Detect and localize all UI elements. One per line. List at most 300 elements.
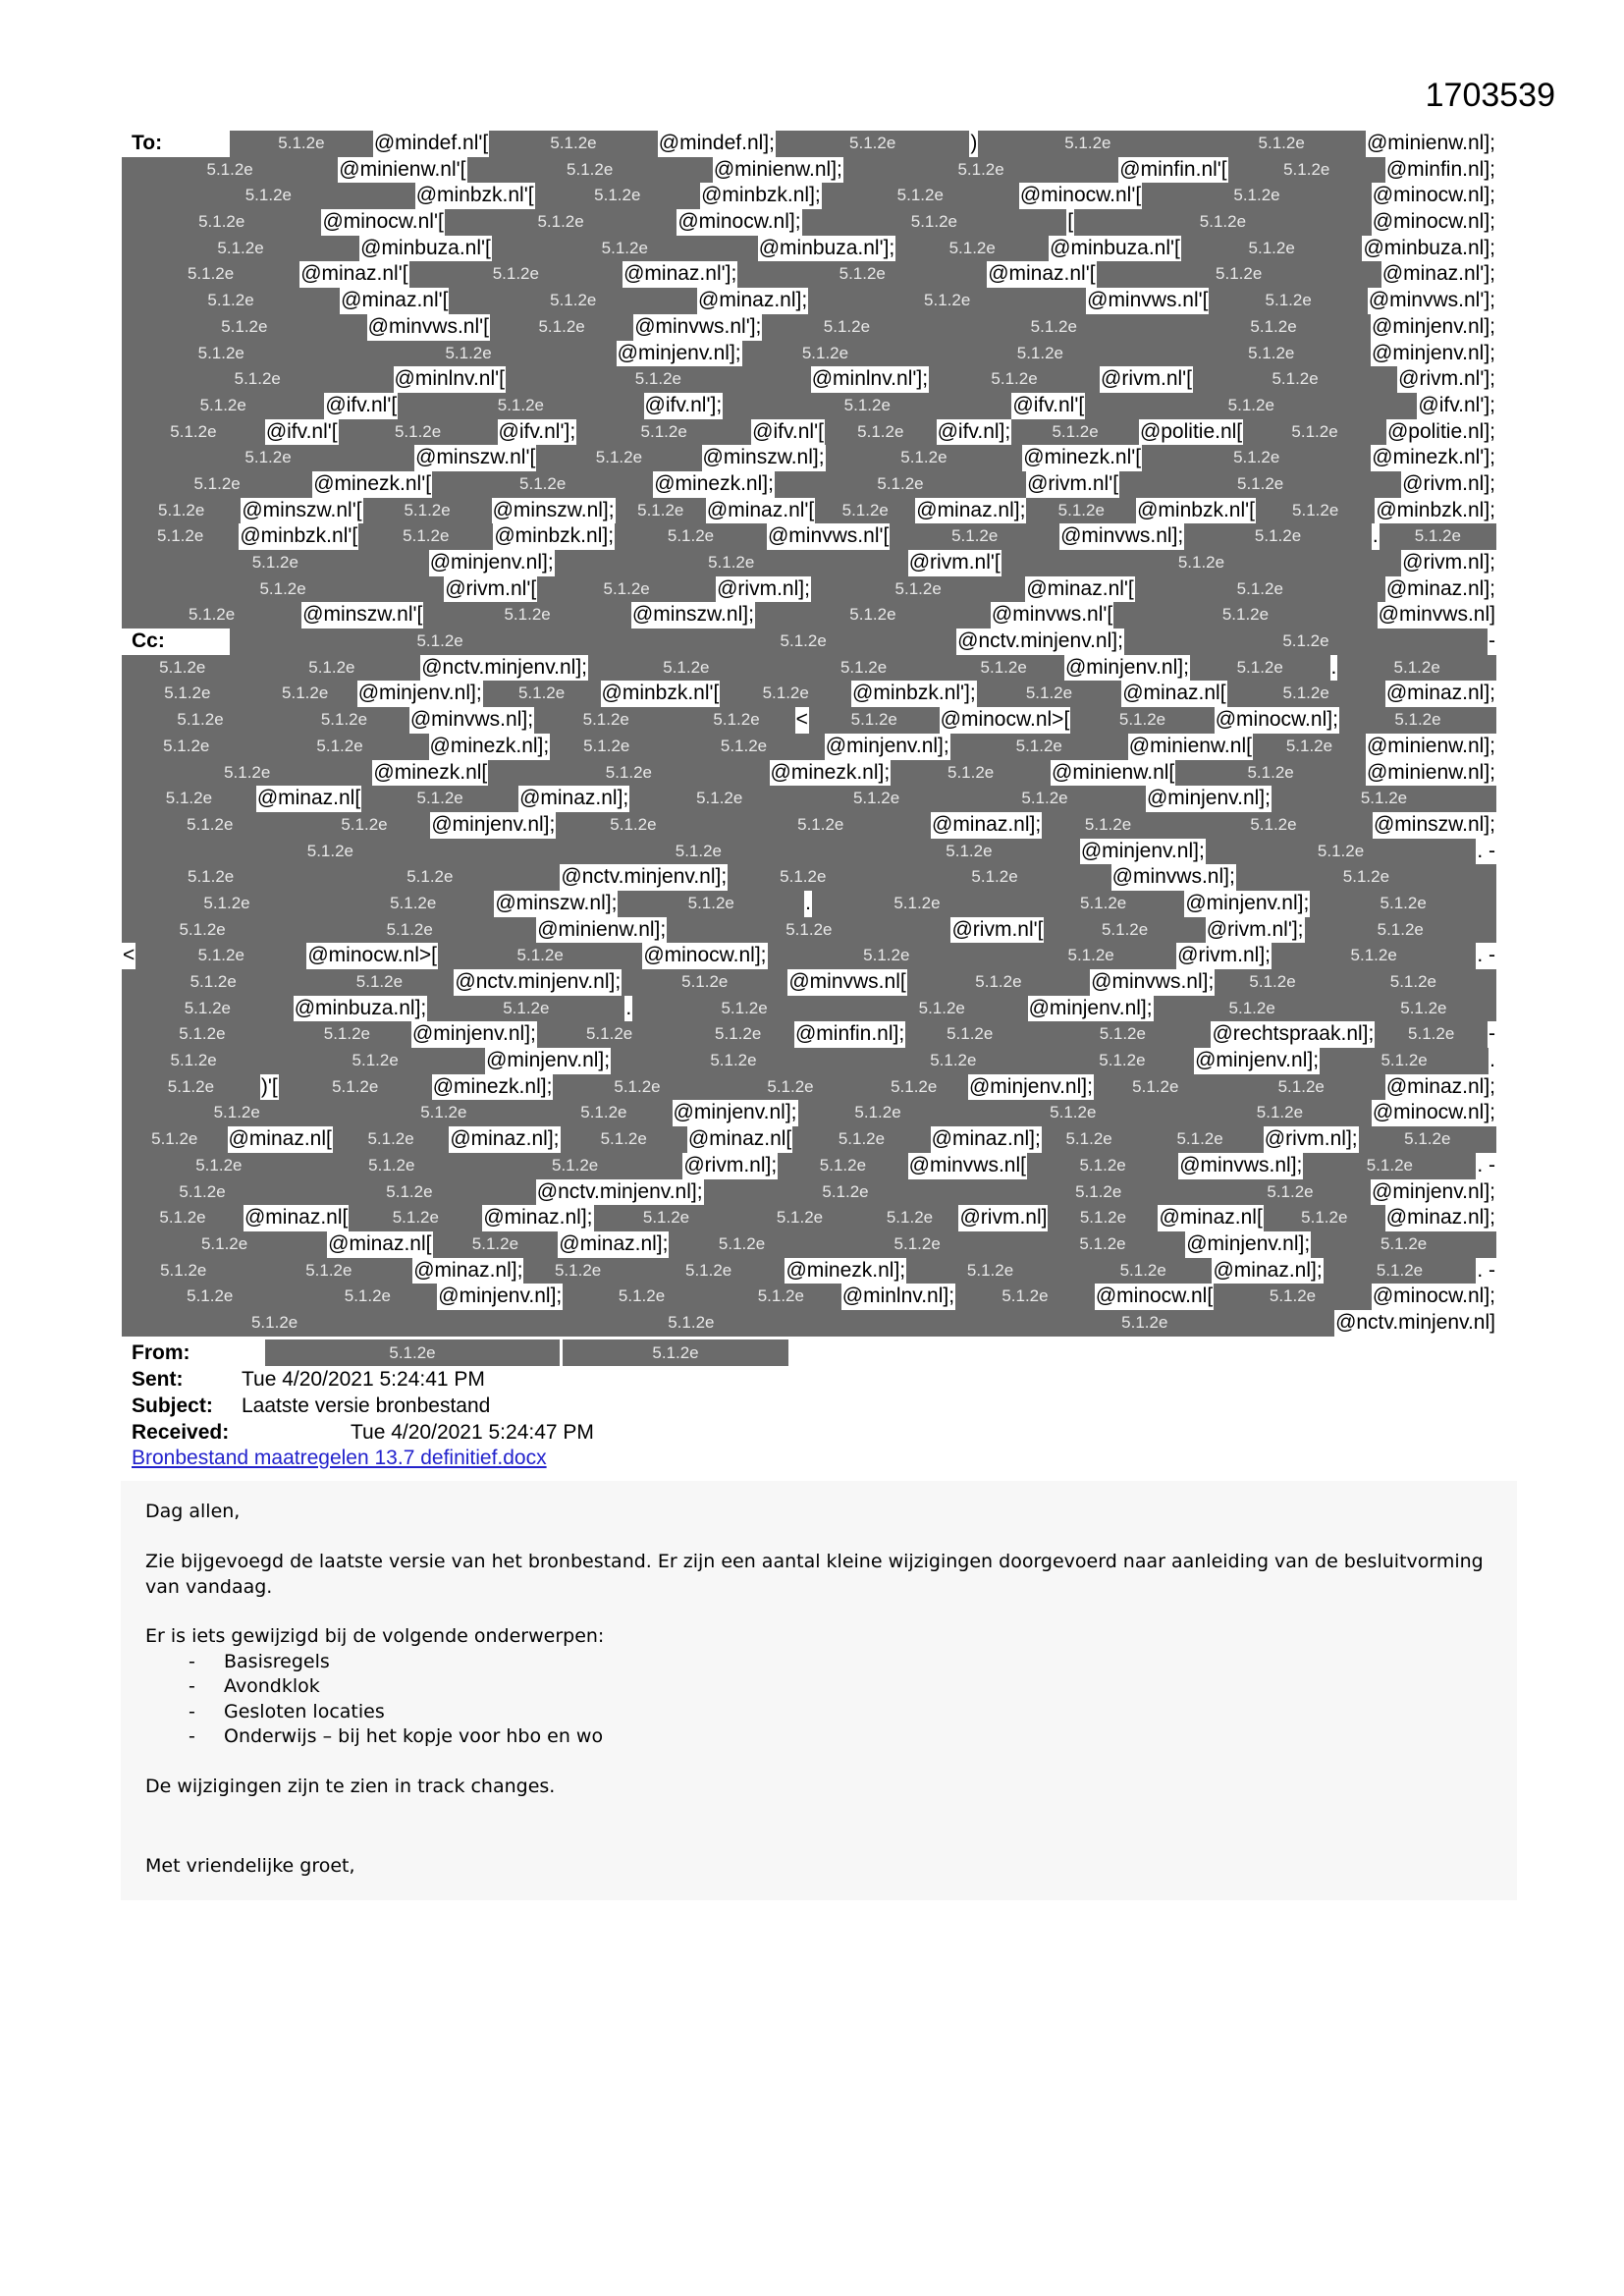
redaction-block: 5.1.2e: [122, 891, 332, 917]
redaction-block: 5.1.2e: [122, 1231, 327, 1258]
redaction-block: 5.1.2e: [1074, 209, 1372, 236]
email-domain: @minezk.nl[: [373, 760, 488, 784]
email-domain: @minaz.nl];: [519, 787, 629, 810]
redaction-block: 5.1.2e: [427, 1310, 954, 1337]
email-domain: @minaz.nl];: [413, 1258, 523, 1282]
redaction-block: 5.1.2e: [122, 969, 304, 996]
redaction-block: 5.1.2e: [361, 786, 518, 812]
subject-value: Laatste versie bronbestand: [242, 1394, 491, 1417]
redaction-block: 5.1.2e: [1175, 760, 1366, 787]
email-domain: @rivm.nl];: [1402, 471, 1495, 495]
to-recipient-line: [122, 576, 1496, 603]
email-domain: @minaz.nl[: [244, 1206, 349, 1230]
redaction-block: 5.1.2e: [1215, 969, 1329, 996]
email-domain: @minvws.nl];: [1060, 524, 1184, 548]
redaction-block: 5.1.2e: [339, 419, 498, 446]
redaction-block: 5.1.2e: [950, 734, 1128, 760]
email-domain: )'[: [260, 1074, 278, 1098]
email-domain: @minaz.nl'];: [1381, 262, 1495, 286]
redaction-block: 5.1.2e: [775, 471, 1026, 498]
redaction-block: 5.1.2e: [785, 655, 944, 682]
redaction-block: 5.1.2e: [122, 471, 312, 498]
email-domain: @ifv.nl'[: [1012, 393, 1085, 416]
redaction-block: 5.1.2e: [523, 1258, 631, 1285]
redaction-block: 5.1.2e: [615, 523, 767, 550]
email-domain: @minienw.nl'[: [339, 157, 466, 181]
email-domain: @minjenv.nl];: [1146, 787, 1271, 810]
email-domain: @minaz.nl];: [1385, 682, 1495, 705]
email-domain: @minaz.nl[: [1122, 682, 1226, 705]
attachment-link[interactable]: Bronbestand maatregelen 13.7 definitief.docx: [132, 1447, 547, 1469]
redaction-block: 5.1.2e: [931, 314, 1176, 341]
redaction-block: 5.1.2e: [122, 1021, 283, 1048]
email-domain: @minfin.nl'[: [1119, 157, 1227, 181]
cc-recipient-line: [122, 996, 1496, 1022]
subject-label: Subject:: [132, 1394, 213, 1417]
email-domain: @minjenv.nl];: [1372, 341, 1495, 364]
email-domain: <: [795, 708, 808, 732]
redaction-block: 5.1.2e: [1011, 419, 1139, 446]
email-domain: @minvws.nl'];: [634, 314, 762, 338]
email-domain: @rivm.nl'];: [1398, 367, 1495, 391]
cc-recipient-line: [122, 1179, 1496, 1206]
email-domain: @minaz.nl];: [1385, 576, 1495, 600]
cc-recipient-line: [122, 760, 1496, 787]
recipient-list: [122, 131, 1496, 1337]
redaction-block: 5.1.2e: [815, 1231, 1020, 1258]
email-domain: @minjenv.nl];: [438, 1285, 563, 1308]
redaction-block: 5.1.2e: [265, 1048, 485, 1074]
email-domain: @minezk.nl'[: [313, 471, 432, 495]
redaction-block: 5.1.2e: [1256, 498, 1375, 524]
email-domain: @minszw.nl];: [495, 891, 618, 914]
redaction-block: 5.1.2e: [122, 1153, 316, 1179]
closing-note: De wijzigingen zijn te zien in track changes.: [145, 1776, 556, 1797]
list-item-text: Basisregels: [224, 1651, 330, 1672]
redaction-block: 5.1.2e: [122, 1074, 260, 1101]
redaction-block: 5.1.2e: [1218, 1074, 1385, 1101]
redaction-block: 5.1.2e: [1042, 812, 1174, 839]
email-domain: @minaz.nl];: [698, 289, 808, 312]
redaction-block: 5.1.2e: [1020, 1231, 1185, 1258]
redaction-block: 5.1.2e: [304, 969, 454, 996]
bullet: -: [189, 1701, 195, 1722]
redaction-block: 5.1.2e: [1330, 969, 1496, 996]
redaction-block: 5.1.2e: [230, 131, 373, 157]
redaction-block: 5.1.2e: [742, 341, 909, 367]
email-domain: -: [1489, 629, 1495, 653]
to-recipient-line: [122, 498, 1496, 524]
redaction-block: 5.1.2e: [632, 996, 856, 1022]
email-domain: @ifv.nl];: [937, 419, 1011, 443]
from-row: [132, 1339, 788, 1366]
redaction-block: 5.1.2e: [1074, 1258, 1213, 1285]
redaction-block: 5.1.2e: [856, 1048, 1051, 1074]
email-domain: @rivm.nl];: [683, 1153, 778, 1176]
redaction-block: 5.1.2e: [798, 1100, 958, 1126]
email-domain: @minjenv.nl];: [825, 734, 949, 757]
redaction-block: 5.1.2e: [122, 602, 301, 629]
cc-recipient-line: [122, 1258, 1496, 1285]
email-domain: @minjenv.nl];: [486, 1049, 611, 1072]
email-domain: @minocw.nl];: [1372, 1285, 1496, 1308]
email-domain: @minaz.nl];: [450, 1127, 560, 1151]
redaction-block: 5.1.2e: [588, 655, 785, 682]
redaction-block: 5.1.2e: [858, 839, 1080, 865]
email-domain: @minaz.nl'[: [300, 262, 408, 286]
email-domain: @minvws.nl];: [1179, 1153, 1303, 1176]
redaction-block: 5.1.2e: [122, 1179, 283, 1206]
redaction-block: 5.1.2e: [1324, 1258, 1477, 1285]
redaction-block: 5.1.2e: [467, 1153, 682, 1179]
email-domain: @minocw.nl[: [1095, 1285, 1214, 1308]
to-recipient-line: [122, 183, 1496, 209]
cc-recipient-line: [122, 1284, 1496, 1310]
redaction-block: 5.1.2e: [122, 498, 241, 524]
redaction-block: 5.1.2e: [1228, 157, 1385, 184]
redaction-block: 5.1.2e: [537, 576, 716, 603]
redaction-block: 5.1.2e: [122, 261, 299, 288]
redaction-block: 5.1.2e: [536, 445, 701, 471]
redaction-block: 5.1.2e: [755, 602, 991, 629]
redaction-block: 5.1.2e: [349, 1205, 482, 1231]
email-domain: @minvws.nl];: [409, 708, 534, 732]
redaction-block: 5.1.2e: [122, 864, 299, 891]
redaction-block: 5.1.2e: [878, 864, 1110, 891]
to-recipient-line: [122, 366, 1496, 393]
redaction-block: 5.1.2e: [135, 943, 306, 969]
email-domain: @rivm.nl];: [1177, 944, 1271, 967]
email-domain: @minaz.nl[: [228, 1127, 332, 1151]
email-domain: @minocw.nl];: [677, 210, 801, 234]
email-domain: @minezk.nl'[: [1023, 446, 1142, 469]
email-domain: @minfin.nl];: [794, 1022, 905, 1046]
redaction-block: 5.1.2e: [122, 1100, 352, 1126]
to-recipient-line: [122, 288, 1496, 314]
redaction-block: 5.1.2e: [535, 1100, 672, 1126]
email-domain: @ifv.nl'];: [1418, 393, 1495, 416]
email-domain: @minezk.nl];: [654, 471, 774, 495]
cc-recipient-line: [122, 1048, 1496, 1074]
to-recipient-line: [122, 550, 1496, 576]
email-domain: . -: [1477, 944, 1495, 967]
redaction-block: 5.1.2e: [1210, 1179, 1371, 1206]
email-domain: @minienw.nl];: [1366, 760, 1495, 784]
redaction-block: 5.1.2e: [279, 707, 409, 734]
email-domain: @minjenv.nl];: [1080, 839, 1205, 862]
email-domain: @minjenv.nl];: [968, 1074, 1093, 1098]
redaction-block: 5.1.2e: [622, 969, 787, 996]
email-domain: @minbzk.nl'[: [1137, 498, 1255, 521]
cc-recipient-line: [122, 1126, 1496, 1153]
email-domain: @nctv.minjenv.nl];: [561, 865, 728, 889]
redaction-block: 5.1.2e: [283, 1179, 536, 1206]
email-domain: @minienw.nl[: [1128, 734, 1252, 757]
redaction-block: 5.1.2e: [1044, 917, 1205, 944]
redaction-block: 5.1.2e: [802, 209, 1067, 236]
email-domain: @minocw.nl'[: [322, 210, 444, 234]
redaction-block: 5.1.2e: [122, 550, 429, 576]
redaction-block: 5.1.2e: [1190, 655, 1330, 682]
redaction-block: 5.1.2e: [556, 812, 710, 839]
to-recipient-line: [122, 419, 1496, 446]
email-domain: @minaz.nl];: [559, 1231, 669, 1255]
email-domain: @minbzk.nl];: [1376, 498, 1496, 521]
email-domain: @minbzk.nl'[: [240, 524, 358, 548]
redaction-block: 5.1.2e: [1005, 943, 1176, 969]
redaction-block: 5.1.2e: [1264, 1205, 1385, 1231]
redaction-block: 5.1.2e: [438, 943, 642, 969]
redaction-block: 5.1.2e: [563, 1284, 721, 1310]
email-domain: @rivm.nl]: [959, 1206, 1048, 1230]
redaction-block: 5.1.2e: [739, 1205, 861, 1231]
email-domain: @rivm.nl'[: [908, 551, 1001, 574]
email-domain: @politie.nl[: [1139, 419, 1243, 443]
redaction-block: 5.1.2e: [669, 1231, 814, 1258]
redaction-block: 5.1.2e: [483, 681, 601, 707]
redaction-block: 5.1.2e: [122, 1126, 228, 1153]
redaction-block: 5.1.2e: [1375, 1021, 1488, 1048]
redaction-block: 5.1.2e: [122, 1048, 265, 1074]
email-domain: @minbzk.nl];: [701, 184, 821, 207]
cc-recipient-line: [122, 786, 1496, 812]
bullet: -: [189, 1725, 195, 1747]
email-domain: @minocw.nl>[: [940, 708, 1070, 732]
cc-recipient-line: [122, 812, 1496, 839]
email-domain: @minaz.nl];: [1213, 1258, 1323, 1282]
redaction-block: 5.1.2e: [279, 1074, 432, 1101]
redaction-block: 5.1.2e: [122, 366, 394, 393]
cc-recipient-line: [122, 1021, 1496, 1048]
cc-recipient-line: [122, 1153, 1496, 1179]
email-domain: @minbuza.nl'];: [758, 236, 895, 259]
redaction-block: 5.1.2e: [122, 917, 283, 944]
email-domain: @minjenv.nl];: [429, 551, 554, 574]
redaction-block: 5.1.2e: [1181, 236, 1363, 262]
redaction-block: 5.1.2e: [891, 760, 1051, 787]
redaction-block: 5.1.2e: [122, 576, 444, 603]
email-domain: @minbzk.nl'];: [852, 682, 976, 705]
email-domain: @minvws.nl[: [788, 970, 906, 993]
redaction-block: 5.1.2e: [122, 419, 265, 446]
email-domain: @minaz.nl'[: [341, 289, 449, 312]
redaction-block: 5.1.2e: [1026, 498, 1136, 524]
email-domain: @minienw.nl];: [537, 917, 667, 941]
email-domain: @minaz.nl];: [931, 1127, 1041, 1151]
email-domain: [: [1067, 210, 1074, 234]
redaction-block: 5.1.2e: [1094, 1074, 1218, 1101]
redaction-block: 5.1.2e: [1034, 1021, 1211, 1048]
email-domain: @minszw.nl];: [492, 498, 615, 521]
redaction-block: 5.1.2e: [860, 1205, 958, 1231]
email-domain: <: [123, 944, 135, 967]
email-domain: @rivm.nl];: [1264, 1127, 1358, 1151]
email-domain: @minienw.nl];: [713, 157, 842, 181]
redaction-block: 5.1.2e: [363, 498, 492, 524]
redaction-block: 5.1.2e: [251, 734, 429, 760]
redaction-block: 5.1.2e: [492, 236, 758, 262]
email-domain: @minaz.nl[: [328, 1231, 432, 1255]
email-domain: . -: [1477, 1153, 1496, 1176]
email-domain: @minlnv.nl'];: [811, 367, 929, 391]
redaction-block: 5.1.2e: [122, 1284, 298, 1310]
redaction-block: 5.1.2e: [1272, 786, 1496, 812]
redaction-block: 5.1.2e: [1243, 419, 1386, 446]
redaction-block: 5.1.2e: [409, 261, 623, 288]
redaction-block: 5.1.2e: [1337, 655, 1496, 682]
redaction-block: 5.1.2e: [907, 969, 1090, 996]
cc-recipient-line: [122, 1100, 1496, 1126]
email-domain: .: [1489, 1049, 1495, 1072]
cc-recipient-line: [122, 839, 1496, 865]
redaction-block: 5.1.2e: [122, 812, 298, 839]
redaction-block: 5.1.2e: [449, 288, 697, 314]
redaction-block: 5.1.2e: [122, 445, 414, 471]
redaction-block: 5.1.2e: [539, 839, 858, 865]
redaction-block: 5.1.2e: [122, 341, 321, 367]
email-domain: @minaz.nl];: [932, 812, 1042, 836]
email-domain: @minvws.nl'[: [767, 524, 890, 548]
redaction-block: 5.1.2e: [298, 1284, 438, 1310]
redaction-block: 5.1.2e: [843, 157, 1118, 184]
redaction-block: 5.1.2e: [815, 498, 915, 524]
redaction-block: 5.1.2e: [1154, 996, 1351, 1022]
redaction-block: 5.1.2e: [1310, 891, 1496, 917]
redaction-block: 5.1.2e: [1236, 864, 1496, 891]
to-label: To:: [132, 132, 163, 154]
redaction-block: 5.1.2e: [616, 498, 706, 524]
redaction-block: 5.1.2e: [978, 131, 1197, 157]
redaction-block: 5.1.2e: [1197, 131, 1366, 157]
redaction-block: 5.1.2e: [1051, 1048, 1194, 1074]
list-item-text: Avondklok: [224, 1675, 320, 1697]
redaction-block: 5.1.2e: [1272, 943, 1476, 969]
redaction-block: 5.1.2e: [908, 341, 1171, 367]
redaction-block: 5.1.2e: [1184, 523, 1372, 550]
redaction-block: 5.1.2e: [265, 1339, 560, 1366]
email-domain: @minezk.nl];: [770, 760, 891, 784]
cc-recipient-line: [122, 681, 1496, 707]
email-domain: @rivm.nl];: [717, 576, 810, 600]
email-domain: @minvws.nl'];: [1368, 289, 1495, 312]
received-row: [132, 1419, 594, 1446]
redaction-block: 5.1.2e: [1188, 1100, 1372, 1126]
redaction-block: 5.1.2e: [929, 366, 1100, 393]
redaction-block: 5.1.2e: [122, 681, 253, 707]
email-domain: @minienw.nl[: [1052, 760, 1175, 784]
redaction-block: 5.1.2e: [811, 576, 1025, 603]
received-label: Received:: [132, 1421, 230, 1444]
to-recipient-line: [122, 523, 1496, 550]
redaction-block: 5.1.2e: [1380, 523, 1496, 550]
redaction-block: 5.1.2e: [1305, 917, 1496, 944]
email-domain: @minlnv.nl];: [841, 1285, 955, 1308]
redaction-block: 5.1.2e: [490, 314, 633, 341]
email-domain: @minezk.nl];: [429, 734, 550, 757]
subject-row: [132, 1393, 490, 1419]
redaction-block: 5.1.2e: [618, 891, 804, 917]
redaction-block: 5.1.2e: [1227, 681, 1385, 707]
redaction-block: 5.1.2e: [1311, 1231, 1496, 1258]
redaction-block: 5.1.2e: [122, 707, 279, 734]
redaction-block: 5.1.2e: [563, 1339, 788, 1366]
redaction-block: 5.1.2e: [253, 681, 357, 707]
email-domain: @minjenv.nl];: [1185, 891, 1310, 914]
list-intro: Er is iets gewijzigd bij de volgende onderwerpen:: [145, 1625, 605, 1647]
cc-recipient-line: [122, 917, 1496, 944]
email-domain: @minbuza.nl];: [1363, 236, 1496, 259]
cc-label: Cc:: [132, 629, 165, 653]
redaction-block: 5.1.2e: [859, 1074, 968, 1101]
to-recipient-line: [122, 341, 1496, 367]
redaction-block: 5.1.2e: [122, 1205, 244, 1231]
bullet: -: [189, 1675, 195, 1697]
email-body: [121, 1481, 1517, 1900]
email-domain: . -: [1477, 1258, 1496, 1282]
email-domain: @minjenv.nl];: [1195, 1049, 1320, 1072]
redaction-block: 5.1.2e: [906, 1258, 1074, 1285]
redaction-block: 5.1.2e: [1042, 1126, 1137, 1153]
redaction-block: 5.1.2e: [332, 891, 494, 917]
list-item-text: Gesloten locaties: [224, 1701, 385, 1722]
email-domain: .: [1330, 655, 1337, 679]
redaction-block: 5.1.2e: [711, 812, 931, 839]
redaction-block: 5.1.2e: [792, 1126, 930, 1153]
email-domain: @minvws.nl]: [1378, 603, 1495, 627]
email-domain: . -: [1477, 839, 1495, 862]
redaction-block: 5.1.2e: [122, 523, 239, 550]
redaction-block: 5.1.2e: [1048, 1205, 1158, 1231]
sent-label: Sent:: [132, 1368, 184, 1391]
redaction-block: 5.1.2e: [122, 760, 372, 787]
redaction-block: 5.1.2e: [1214, 1284, 1372, 1310]
cc-recipient-line: [122, 891, 1496, 917]
cc-recipient-line: [122, 655, 1496, 682]
redaction-block: 5.1.2e: [667, 917, 950, 944]
email-domain: @nctv.minjenv.nl];: [421, 655, 587, 679]
email-domain: @minfin.nl];: [1385, 157, 1495, 181]
email-domain: @minocw.nl>[: [307, 944, 437, 967]
redaction-block: 5.1.2e: [650, 629, 956, 655]
email-domain: @minjenv.nl];: [673, 1101, 797, 1124]
email-domain: @mindef.nl];: [658, 132, 775, 154]
redaction-block: 5.1.2e: [534, 707, 677, 734]
redaction-block: 5.1.2e: [1193, 366, 1397, 393]
redaction-block: 5.1.2e: [776, 131, 969, 157]
email-domain: @mindef.nl'[: [373, 132, 489, 154]
redaction-block: 5.1.2e: [721, 1284, 841, 1310]
bullet: -: [189, 1651, 195, 1672]
email-domain: @minocw.nl];: [1215, 708, 1338, 732]
email-domain: @minszw.nl'[: [242, 498, 362, 521]
email-domain: .: [625, 996, 632, 1019]
email-domain: @minbuza.nl];: [294, 996, 427, 1019]
redaction-block: 5.1.2e: [825, 419, 937, 446]
redaction-block: 5.1.2e: [283, 917, 536, 944]
cc-recipient-line: [122, 943, 1496, 969]
email-domain: @nctv.minjenv.nl];: [455, 970, 622, 993]
redaction-block: 5.1.2e: [1085, 393, 1417, 419]
email-domain: @nctv.minjenv.nl];: [536, 1179, 703, 1203]
to-recipient-line: [122, 131, 1496, 157]
redaction-block: 5.1.2e: [977, 681, 1121, 707]
email-domain: @ifv.nl'[: [752, 419, 824, 443]
redaction-block: 5.1.2e: [244, 655, 421, 682]
email-domain: @rivm.nl'];: [1206, 917, 1304, 941]
redaction-block: 5.1.2e: [728, 864, 878, 891]
email-domain: @minaz.nl[: [256, 787, 361, 810]
redaction-block: 5.1.2e: [1253, 734, 1366, 760]
